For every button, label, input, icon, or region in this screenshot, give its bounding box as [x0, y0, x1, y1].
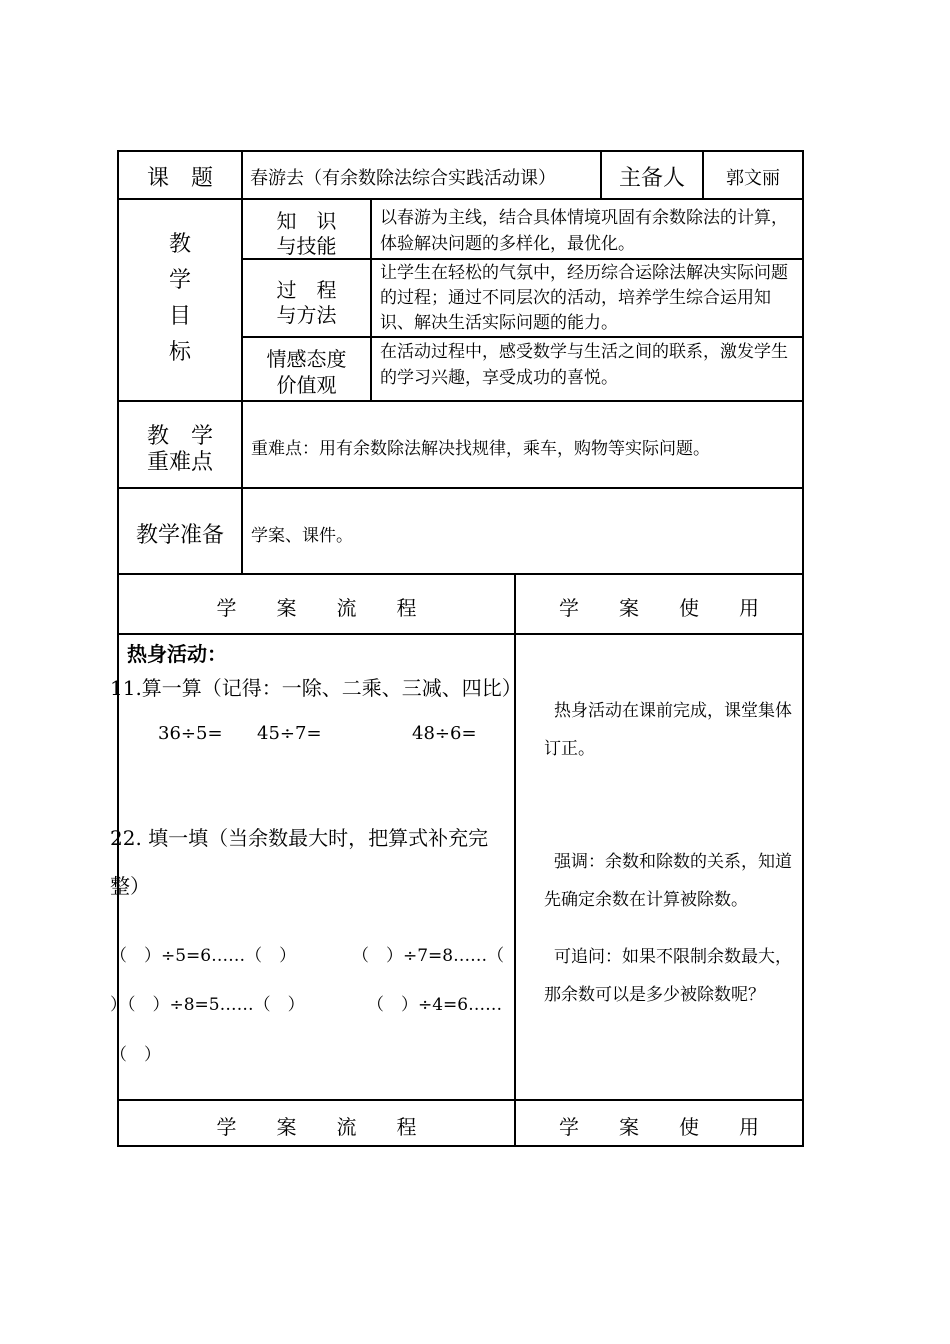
flow-header: 学 案 流 程 — [216, 1115, 417, 1139]
table-border-bottom — [117, 1145, 804, 1147]
table-divider — [514, 573, 516, 1147]
question-1-item: 48÷6= — [412, 723, 477, 744]
question-2-item: （ ）÷5=6……（ ） — [110, 946, 297, 966]
flow-header: 学 案 流 程 — [216, 596, 417, 620]
question-2-title: 22. 填一填（当余数最大时，把算式补充完 — [110, 826, 489, 850]
objective-knowledge-label: 与技能 — [276, 234, 337, 258]
warmup-title: 热身活动： — [127, 642, 227, 666]
topic-label: 课 题 — [146, 166, 213, 191]
topic-value: 春游去（有余数除法综合实践活动课） — [250, 168, 556, 189]
usage-note: 热身活动在课前完成，课堂集体订正。 — [544, 701, 792, 759]
key-points-text: 重难点：用有余数除法解决找规律，乘车，购物等实际问题。 — [251, 439, 710, 459]
objective-emotion-text: 在活动过程中，感受数学与生活之间的联系，激发学生的学习兴趣，享受成功的喜悦。 — [380, 342, 788, 388]
objectives-label: 目 — [168, 304, 191, 329]
objective-emotion-label: 情感态度 — [266, 347, 347, 371]
objective-process-label: 与方法 — [276, 303, 337, 327]
table-divider — [241, 336, 804, 338]
question-2-item: （ ） — [110, 1045, 161, 1065]
preparation-label: 教学准备 — [135, 523, 224, 548]
table-divider — [117, 573, 804, 575]
question-1-item: 45÷7= — [257, 723, 322, 744]
question-1-item: 36÷5= — [158, 723, 223, 744]
objectives-label: 学 — [168, 268, 191, 293]
question-2-item: （ ）÷4=6…… — [367, 995, 503, 1015]
question-2-title: 整） — [110, 874, 150, 898]
objective-emotion-label: 价值观 — [276, 373, 337, 397]
table-divider — [117, 198, 804, 200]
key-points-label: 教 学 — [146, 424, 213, 449]
key-points-label: 重难点 — [146, 450, 213, 475]
preparation-text: 学案、课件。 — [251, 526, 353, 546]
objectives-label: 教 — [168, 232, 191, 257]
objective-process-text: 让学生在轻松的气氛中，经历综合运除法解决实际问题的过程；通过不同层次的活动，培养学生综合运用知识、解决生活实际问题的能力。 — [380, 263, 788, 333]
objective-process-label: 过 程 — [276, 278, 337, 302]
table-divider — [117, 1099, 804, 1101]
usage-note: 强调：余数和除数的关系，知道先确定余数在计算被除数。 — [544, 852, 792, 910]
preparer-label: 主备人 — [618, 166, 685, 191]
table-divider — [117, 633, 804, 635]
table-divider — [370, 198, 372, 402]
question-2-item: ）（ ）÷8=5……（ ） — [110, 995, 305, 1015]
question-1-title: 11.算一算（记得：一除、二乘、三减、四比） — [110, 676, 522, 700]
objective-knowledge-text: 以春游为主线，结合具体情境巩固有余数除法的计算，体验解决问题的多样化，最优化。 — [380, 208, 788, 254]
table-divider — [117, 487, 804, 489]
usage-note: 可追问：如果不限制余数最大，那余数可以是多少被除数呢？ — [544, 947, 792, 1005]
objectives-label: 标 — [168, 340, 191, 365]
table-border-top — [117, 150, 804, 152]
question-2-item: （ ）÷7=8……（ — [352, 946, 505, 966]
usage-header: 学 案 使 用 — [559, 1115, 759, 1139]
table-divider — [117, 400, 804, 402]
objective-knowledge-label: 知 识 — [276, 209, 337, 233]
usage-header: 学 案 使 用 — [559, 596, 759, 620]
table-border-right — [802, 150, 804, 1147]
preparer-value: 郭文丽 — [726, 168, 780, 189]
